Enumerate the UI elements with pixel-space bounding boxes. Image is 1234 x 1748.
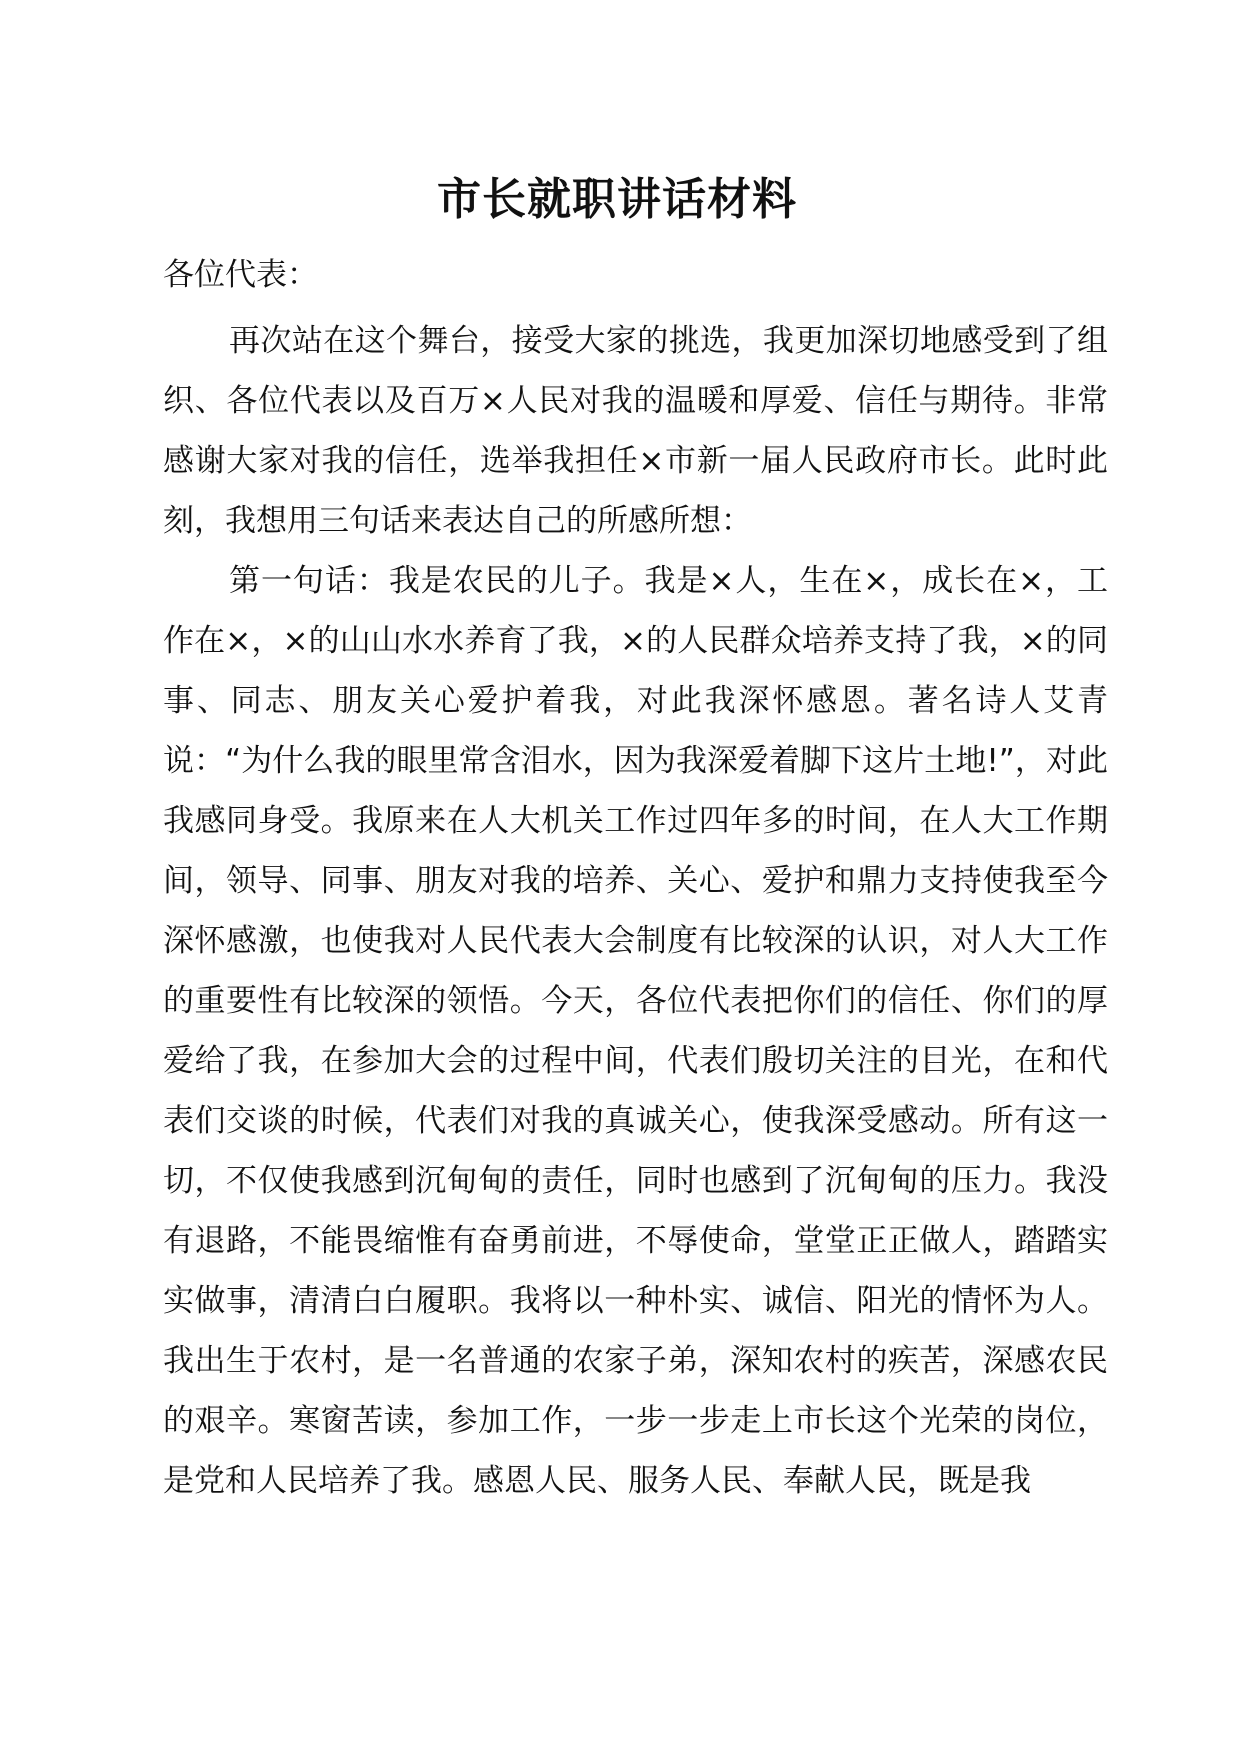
salutation: 各位代表： xyxy=(163,257,318,293)
document-body xyxy=(163,311,1108,1511)
document-title: 市长就职讲话材料 xyxy=(437,174,797,225)
paragraph-1: 再次站在这个舞台，接受大家的挑选，我更加深切地感受到了组织、各位代表以及百万×人民对我的温暖和厚爱、信任与期待。非常感谢大家对我的信任，选举我担任×市新一届人民政府市长。此时此刻，我想用三句话来表达自己的所感所想： xyxy=(163,323,1108,539)
paragraph-2: 第一句话：我是农民的儿子。我是×人，生在×，成长在×，工作在×，×的山山水水养育了我，×的人民群众培养支持了我，×的同事、同志、朋友关心爱护着我，对此我深怀感恩。著名诗人艾青说：“为什么我的眼里常含泪水，因为我深爱着脚下这片土地!”，对此我感同身受。我原来在人大机关工作过四年多的时间，在人大工作期间，领导、同事、朋友对我的培养、关心、爱护和鼎力支持使我至今深怀感激，也使我对人民代表大会制度有比较深的认识，对人大工作的重要性有比较深的领悟。今天，各位代表把你们的信任、你们的厚爱给了我，在参加大会的过程中间，代表们殷切关注的目光，在和代表们交谈的时候，代表们对我的真诚关心，使我深受感动。所有这一切，不仅使我感到沉甸甸的责任，同时也感到了沉甸甸的压力。我没有退路，不能畏缩惟有奋勇前进，不辱使命，堂堂正正做人，踏踏实实做事，清清白白履职。我将以一种朴实、诚信、阳光的情怀为人。我出生于农村，是一名普通的农家子弟，深知农村的疾苦，深感农民的艰辛。寒窗苦读，参加工作，一步一步走上市长这个光荣的岗位，是党和人民培养了我。感恩人民、服务人民、奉献人民，既是我 xyxy=(163,563,1108,1499)
